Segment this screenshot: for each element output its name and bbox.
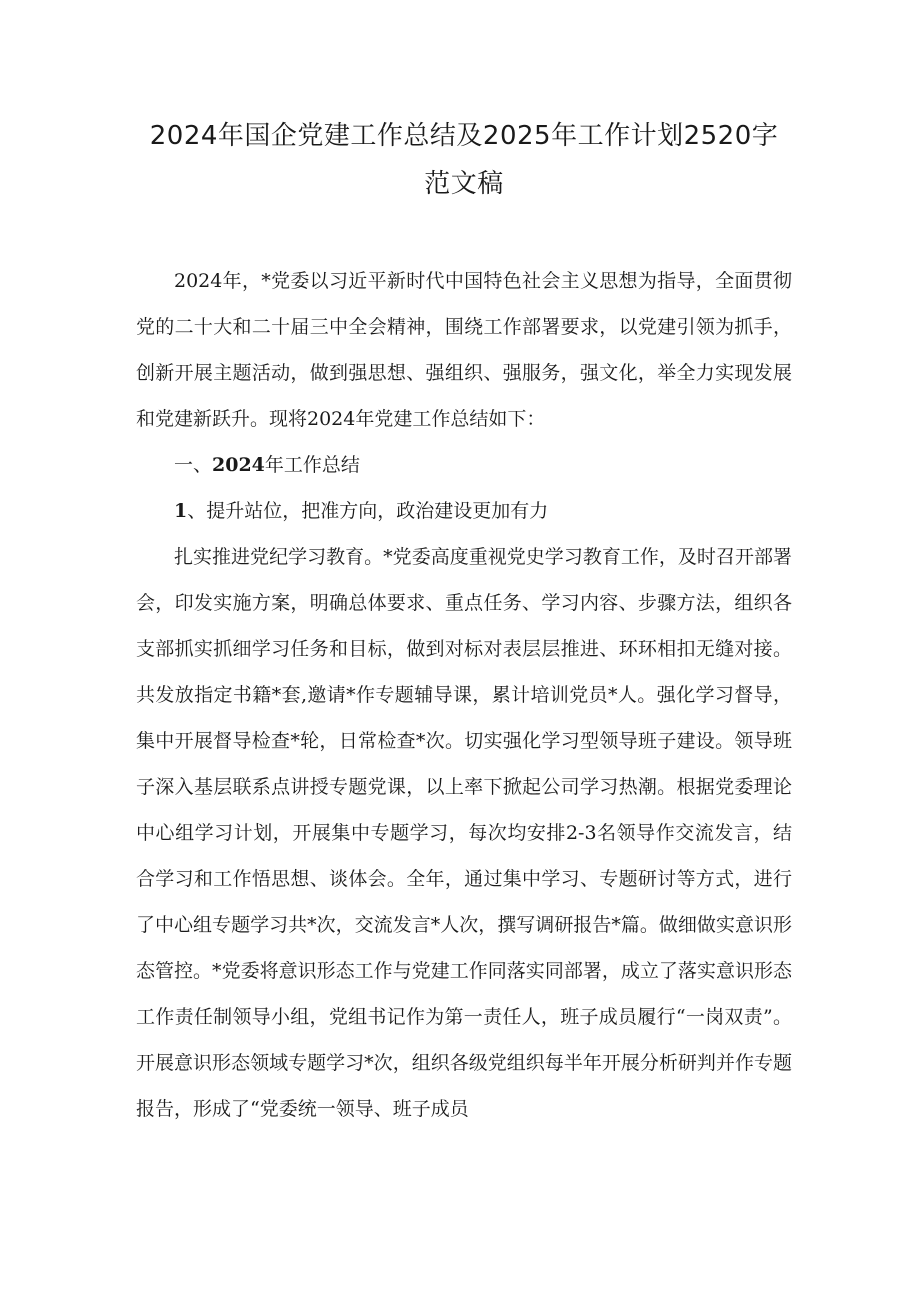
section-number: 一、: [174, 454, 213, 476]
subsection-number: 1: [174, 500, 188, 522]
section-heading: [136, 442, 792, 488]
title-line-2: 范文稿: [424, 169, 504, 199]
title-line-1: 2024年国企党建工作总结及2025年工作计划2520字: [149, 121, 779, 151]
intro-paragraph: 2024年，*党委以习近平新时代中国特色社会主义思想为指导，全面贯彻党的二十大和二十届三中全会精神，围绕工作部署要求，以党建引领为抓手，创新开展主题活动，做到强思想、强组织、强服务，强文化，举全力实现发展和党建新跃升。现将2024年党建工作总结如下：: [136, 270, 792, 430]
section-year: 2024: [212, 454, 265, 476]
section-title: 年工作总结: [264, 454, 360, 476]
subsection-title: 、提升站位，把准方向，政治建设更加有力: [187, 500, 549, 522]
document-title: [136, 112, 792, 208]
body-paragraph: 扎实推进党纪学习教育。*党委高度重视党史学习教育工作，及时召开部署会，印发实施方案，明确总体要求、重点任务、学习内容、步骤方法，组织各支部抓实抓细学习任务和目标，做到对标对表层层推进、环环相扣无缝对接。共发放指定书籍*套,邀请*作专题辅导课，累计培训党员*人。强化学习督导，集中开展督导检查*轮，日常检查*次。切实强化学习型领导班子建设。领导班子深入基层联系点讲授专题党课，以上率下掀起公司学习热潮。根据党委理论中心组学习计划，开展集中专题学习，每次均安排2-3名领导作交流发言，结合学习和工作悟思想、谈体会。全年，通过集中学习、专题研讨等方式，进行了中心组专题学习共*次，交流发言*人次，撰写调研报告*篇。做细做实意识形态管控。*党委将意识形态工作与党建工作同落实同部署，成立了落实意识形态工作责任制领导小组，党组书记作为第一责任人，班子成员履行“一岗双责”。开展意识形态领域专题学习*次，组织各级党组织每半年开展分析研判并作专题报告，形成了“党委统一领导、班子成员: [136, 546, 792, 1120]
subsection-heading: [136, 488, 792, 534]
